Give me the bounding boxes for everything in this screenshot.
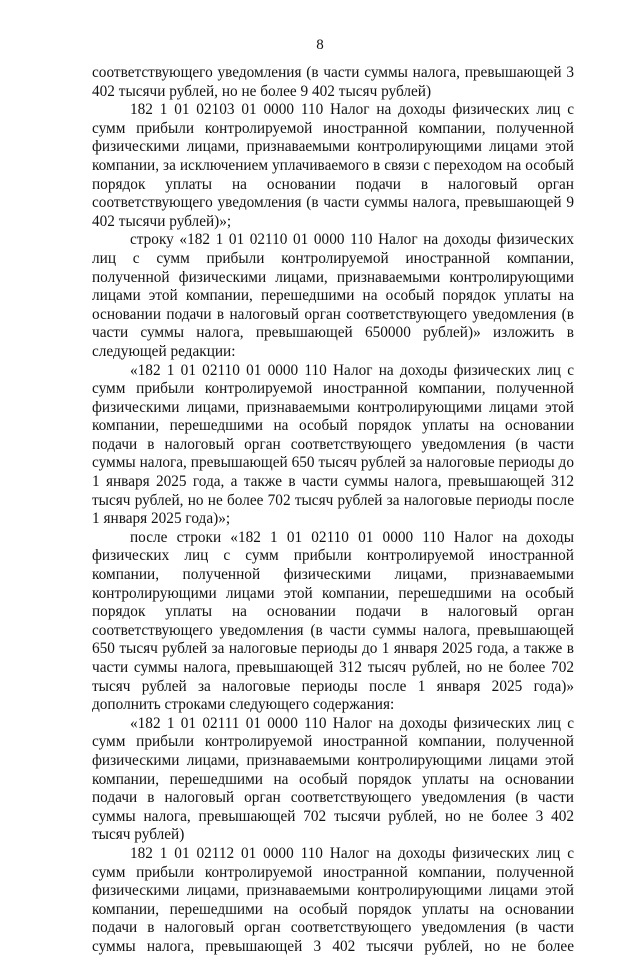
paragraph-continuation: соответствующего уведомления (в части суммы налога, превышающей 3 402 тысячи рублей, но не более 9 402 тысяч рублей) (92, 64, 574, 100)
paragraph-kbk-02112: 182 1 01 02112 01 0000 110 Налог на доходы физических лиц с сумм прибыли контролируемой иностранной компании, полученной физическими лицами, признаваемыми контролирующими лицами этой компании, перешедшими на особый порядок уплаты на основании подачи в налоговый орган соответствующего уведомления (в части суммы налога, превышающей 3 402 тысячи рублей, но не более (92, 844, 574, 955)
paragraph-kbk-02103: 182 1 01 02103 01 0000 110 Налог на доходы физических лиц с сумм прибыли контролируемой иностранной компании, полученной физическими лицами, признаваемыми контролирующими лицами этой компании, за исключением уплачиваемого в связи с переходом на особый порядок уплаты на основании подачи в налоговый орган соответствующего уведомления (в части суммы налога, превышающей 9 402 тысячи рублей)»; (92, 101, 574, 230)
document-body (92, 64, 574, 957)
paragraph-row-02110-old: строку «182 1 01 02110 01 0000 110 Налог на доходы физических лиц с сумм прибыли контролируемой иностранной компании, полученной физическими лицами, признаваемыми контролирующими лицами этой компании, перешедшими на особый порядок уплаты на основании подачи в налоговый орган соответствующего уведомления (в части суммы налога, превышающей 650000 рублей)» изложить в следующей редакции: (92, 231, 574, 360)
paragraph-after-row-02110: после строки «182 1 01 02110 01 0000 110 Налог на доходы физических лиц с сумм прибыли контролируемой иностранной компании, полученной физическими лицами, признаваемыми контролирующими лицами этой компании, перешедшими на особый порядок уплаты на основании подачи в налоговый орган соответствующего уведомления (в части суммы налога, превышающей 650 тысяч рублей за налоговые периоды до 1 января 2025 года, а также в части суммы налога, превышающей 312 тысяч рублей, но не более 702 тысяч рублей за налоговые периоды после 1 января 2025 года)» дополнить строками следующего содержания: (92, 528, 574, 714)
page-number: 8 (316, 37, 324, 53)
paragraph-kbk-02111: «182 1 01 02111 01 0000 110 Налог на доходы физических лиц с сумм прибыли контролируемой иностранной компании, полученной физическими лицами, признаваемыми контролирующими лицами этой компании, перешедшими на особый порядок уплаты на основании подачи в налоговый орган соответствующего уведомления (в части суммы налога, превышающей 702 тысячи рублей, но не более 3 402 тысяч рублей) (92, 714, 574, 844)
paragraph-row-02110-new: «182 1 01 02110 01 0000 110 Налог на доходы физических лиц с сумм прибыли контролируемой иностранной компании, полученной физическими лицами, признаваемыми контролирующими лицами этой компании, перешедшими на особый порядок уплаты на основании подачи в налоговый орган соответствующего уведомления (в части суммы налога, превышающей 650 тысяч рублей за налоговые периоды до 1 января 2025 года, а также в части суммы налога, превышающей 312 тысяч рублей, но не более 702 тысяч рублей за налоговые периоды после 1 января 2025 года)»; (92, 361, 574, 528)
